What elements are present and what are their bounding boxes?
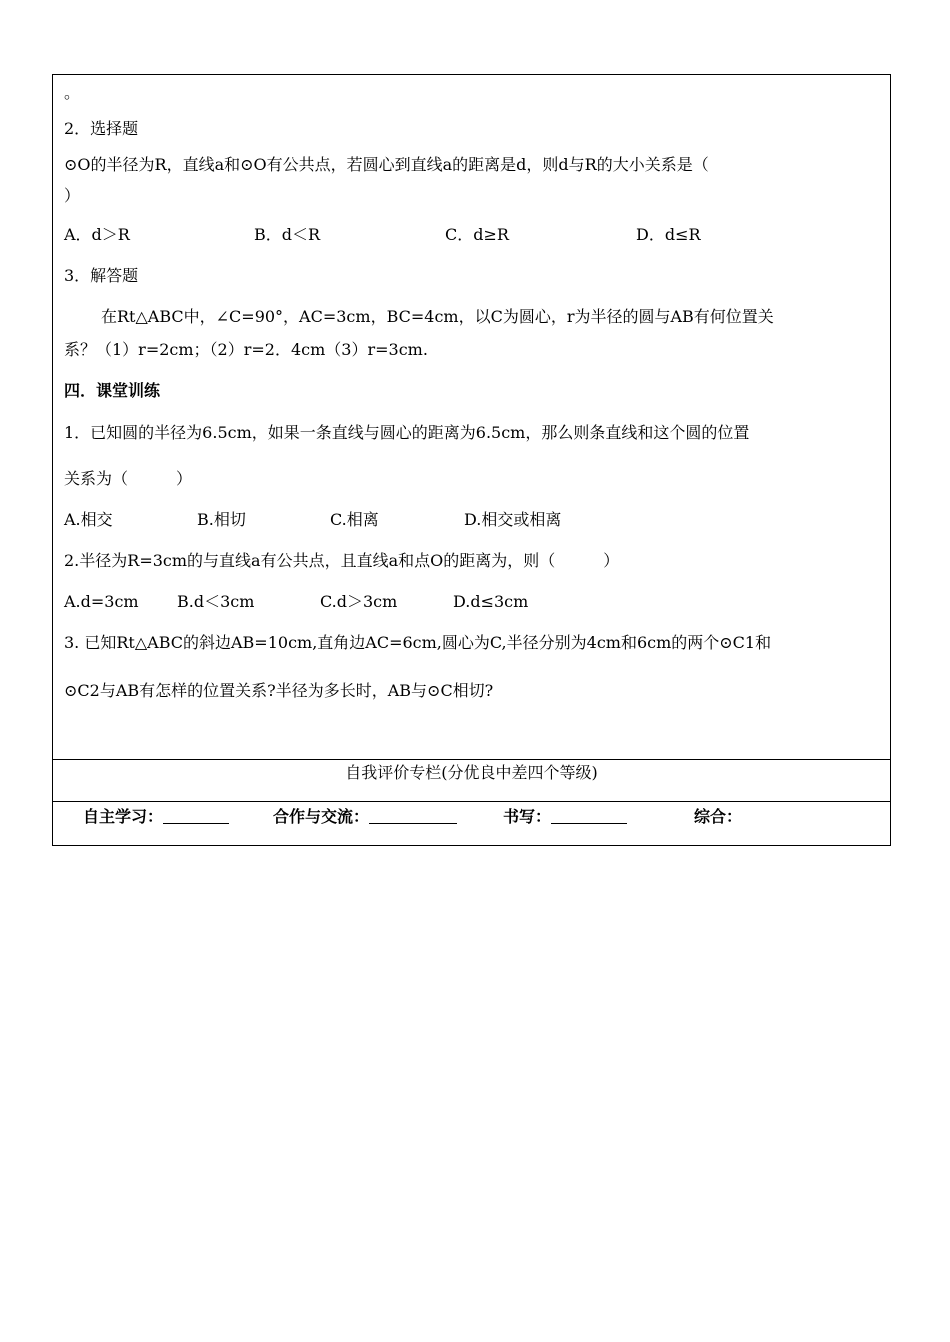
cooperation-score bbox=[273, 807, 457, 827]
practice1-line2: 关系为（ ） bbox=[64, 469, 193, 488]
practice2-question: 2.半径为R=3cm的与直线a有公共点，且直线a和点O的距离为，则（ ） bbox=[64, 551, 620, 570]
practice1-option-d: D.相交或相离 bbox=[464, 510, 562, 529]
self-evaluation-title: 自我评价专栏(分优良中差四个等级) bbox=[345, 763, 598, 782]
practice3-line2: ⊙C2与AB有怎样的位置关系?半径为多长时，AB与⊙C相切? bbox=[64, 681, 494, 700]
q2-option-c: C．d≥R bbox=[445, 225, 509, 244]
practice1-line1: 1．已知圆的半径为6.5cm，如果一条直线与圆心的距离为6.5cm，那么则条直线和这个圆的位置 bbox=[64, 423, 750, 442]
q3-heading: 3．解答题 bbox=[64, 266, 139, 285]
q2-question-line1: ⊙O的半径为R，直线a和⊙O有公共点，若圆心到直线a的距离是d，则d与R的大小关系是（ bbox=[64, 155, 709, 174]
overall-score bbox=[694, 807, 742, 827]
practice1-option-b: B.相切 bbox=[197, 510, 246, 529]
self-study-label: 自主学习： bbox=[83, 807, 164, 826]
self-study-blank[interactable] bbox=[163, 809, 229, 824]
practice1-option-c: C.相离 bbox=[330, 510, 379, 529]
writing-score bbox=[503, 807, 627, 827]
practice2-option-c: C.d＞3cm bbox=[320, 592, 398, 611]
cooperation-blank[interactable] bbox=[369, 809, 457, 824]
practice2-option-b: B.d＜3cm bbox=[177, 592, 255, 611]
table-divider-bottom bbox=[53, 801, 890, 802]
section-4-title: 四．课堂训练 bbox=[64, 381, 161, 400]
practice1-option-a: A.相交 bbox=[64, 510, 113, 529]
q2-option-a: A．d＞R bbox=[64, 225, 130, 244]
writing-blank[interactable] bbox=[551, 809, 627, 824]
q3-question-line1: 在Rt△ABC中，∠C=90°，AC=3cm，BC=4cm，以C为圆心，r为半径的圆与AB有何位置关 bbox=[101, 307, 774, 326]
q2-option-b: B．d＜R bbox=[254, 225, 321, 244]
overall-label: 综合： bbox=[694, 807, 743, 826]
practice3-line1: 3. 已知Rt△ABC的斜边AB=10cm,直角边AC=6cm,圆心为C,半径分别为4cm和6cm的两个⊙C1和 bbox=[64, 633, 772, 652]
leading-period: 。 bbox=[64, 83, 81, 102]
worksheet-table bbox=[52, 74, 891, 846]
table-divider-top bbox=[53, 759, 890, 760]
q2-question-line2: ） bbox=[64, 186, 81, 205]
q3-question-line2: 系？（1）r=2cm；（2）r=2．4cm（3）r=3cm. bbox=[64, 340, 428, 359]
self-study-score bbox=[83, 807, 229, 827]
practice2-option-d: D.d≤3cm bbox=[453, 592, 529, 611]
writing-label: 书写： bbox=[503, 807, 552, 826]
q2-heading: 2．选择题 bbox=[64, 119, 139, 138]
q2-option-d: D．d≤R bbox=[636, 225, 701, 244]
cooperation-label: 合作与交流： bbox=[273, 807, 370, 826]
practice2-option-a: A.d=3cm bbox=[64, 592, 139, 611]
